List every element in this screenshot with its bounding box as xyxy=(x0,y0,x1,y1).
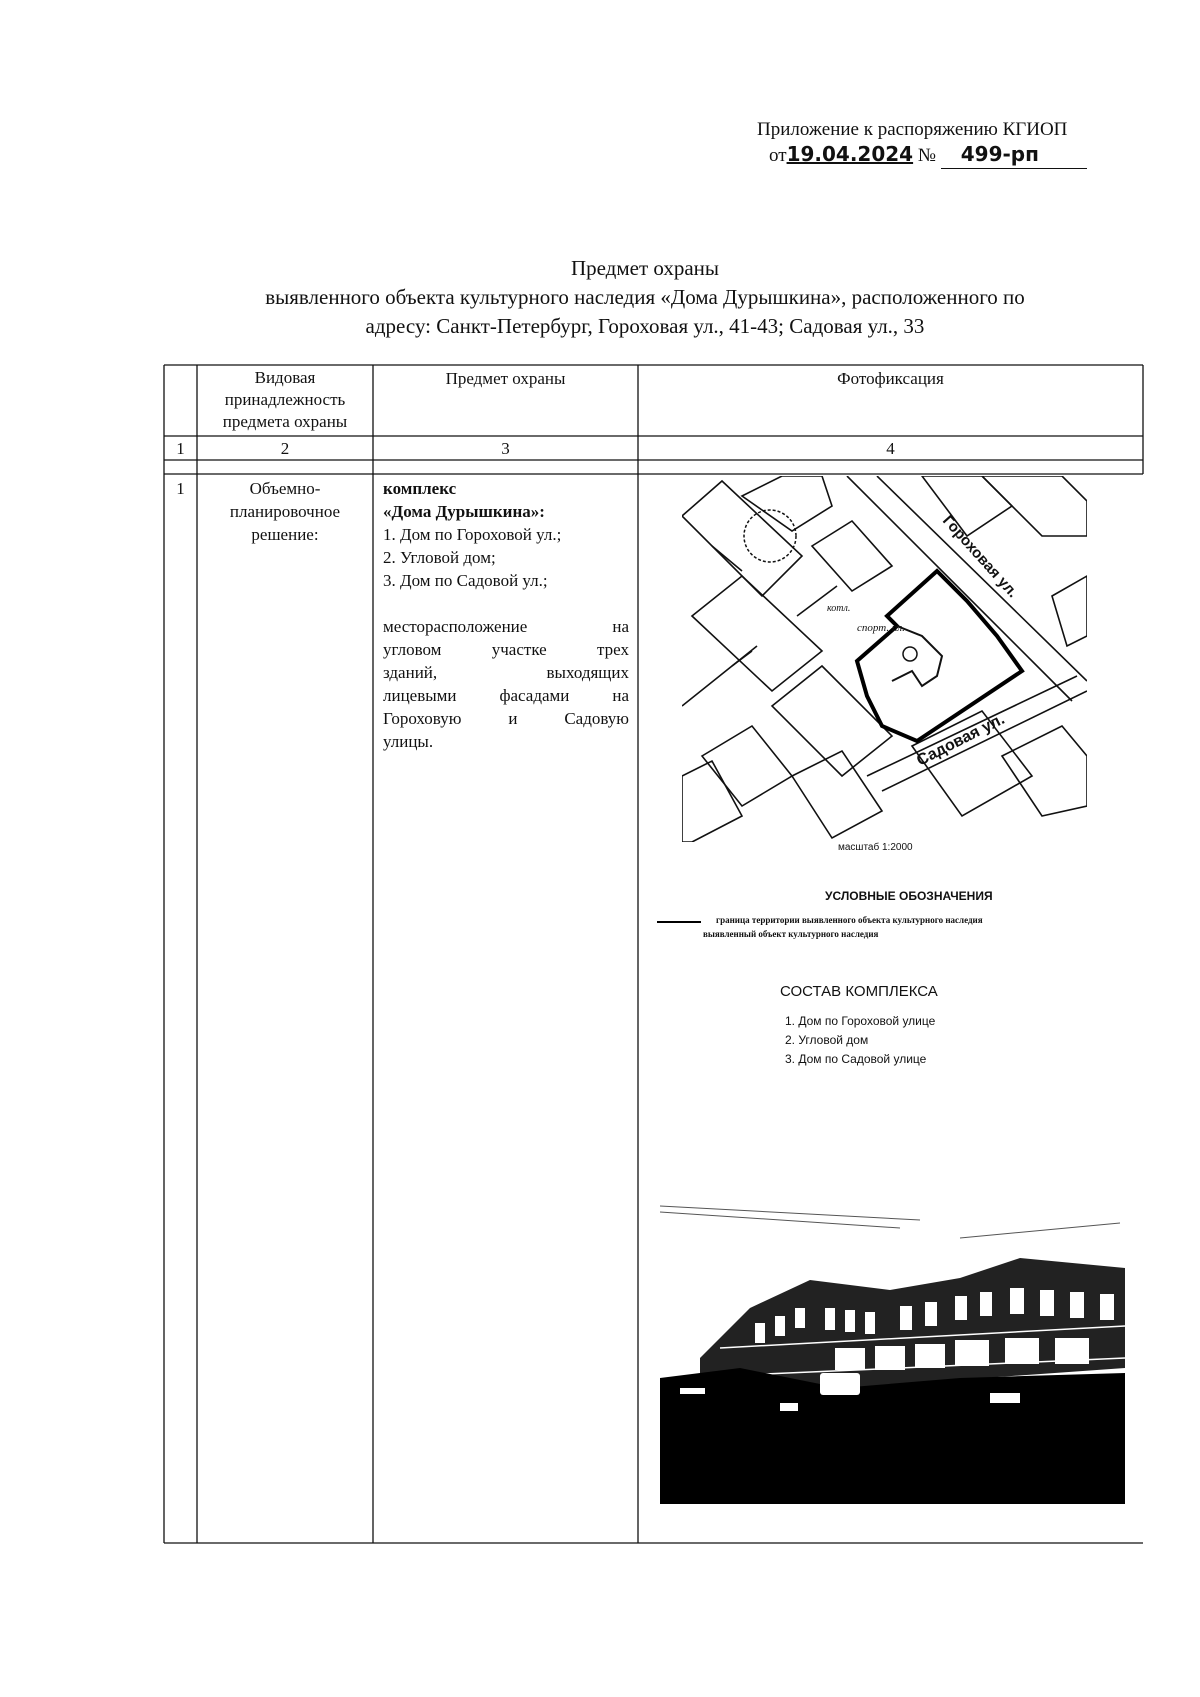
header-number: 499-рп xyxy=(960,142,1039,166)
header-date-line xyxy=(769,142,1137,169)
subject-bold-line1: комплекс xyxy=(383,479,457,498)
header-col2-line2: принадлежность xyxy=(224,390,346,409)
document-title xyxy=(160,254,1130,341)
row1-kind xyxy=(197,477,373,546)
subject-item-2: 2. Угловой дом; xyxy=(383,548,496,567)
composition-list xyxy=(785,1012,935,1069)
header-from-prefix: от xyxy=(769,145,787,166)
legend-title: УСЛОВНЫЕ ОБОЗНАЧЕНИЯ xyxy=(825,889,993,903)
row1-kind-line1: Объемно- xyxy=(249,479,321,498)
map-label-sadovaya: Садовая ул. xyxy=(914,710,1008,770)
col-number-2: 2 xyxy=(280,439,290,458)
header-date: 19.04.2024 xyxy=(786,142,914,166)
map-scale: масштаб 1:2000 xyxy=(838,842,913,853)
row1-subject xyxy=(383,477,629,753)
header-col2 xyxy=(197,367,373,433)
location-line3: зданий, выходящих xyxy=(383,663,629,682)
header-number-underline xyxy=(941,142,1087,169)
composition-item-3: 3. Дом по Садовой улице xyxy=(785,1052,927,1066)
header-col3: Предмет охраны xyxy=(445,369,566,388)
map-label-kotl: котл. xyxy=(827,603,851,614)
row1-kind-line3: решение: xyxy=(251,525,319,544)
location-line5: Гороховую и Садовую xyxy=(383,709,629,728)
composition-item-2: 2. Угловой дом xyxy=(785,1033,869,1047)
legend-line2: выявленный объект культурного наследия xyxy=(703,929,879,939)
subject-item-3: 3. Дом по Садовой ул.; xyxy=(383,571,548,590)
legend-line1: граница территории выявленного объекта культурного наследия xyxy=(716,915,983,925)
row1-number: 1 xyxy=(176,479,185,498)
row1-kind-line2: планировочное xyxy=(229,502,341,521)
col-number-1: 1 xyxy=(176,439,185,458)
location-line2: угловом участке трех xyxy=(383,640,629,659)
map-label-sport: спорт. пл. xyxy=(857,622,905,634)
header-col2-line1: Видовая xyxy=(254,368,316,387)
header-block xyxy=(757,118,1137,169)
composition-item-1: 1. Дом по Гороховой улице xyxy=(785,1014,936,1028)
header-col2-line3: предмета охраны xyxy=(222,412,348,431)
composition-title: СОСТАВ КОМПЛЕКСА xyxy=(780,983,938,1000)
header-number-sign: № xyxy=(917,145,936,166)
col-number-3: 3 xyxy=(501,439,510,458)
map-label-gorokhovaya: Гороховая ул. xyxy=(939,512,1022,602)
subject-bold-line2: «Дома Дурышкина»: xyxy=(383,502,545,521)
legend-line-swatch xyxy=(657,921,701,923)
title-line-3: адресу: Санкт-Петербург, Гороховая ул., 41-43; Садовая ул., 33 xyxy=(365,314,925,338)
header-col4: Фотофиксация xyxy=(837,369,944,388)
location-line4: лицевыми фасадами на xyxy=(383,686,629,705)
site-map xyxy=(682,476,1087,842)
location-line6: улицы. xyxy=(383,732,434,751)
title-line-1: Предмет охраны xyxy=(570,256,720,280)
subject-item-1: 1. Дом по Гороховой ул.; xyxy=(383,525,562,544)
col-number-4: 4 xyxy=(886,439,895,458)
header-annex-line: Приложение к распоряжению КГИОП xyxy=(757,119,1068,140)
title-line-2: выявленного объекта культурного наследия «Дома Дурышкина», расположенного по xyxy=(265,285,1025,309)
location-line1: месторасположение на xyxy=(383,617,629,636)
building-photo xyxy=(660,1198,1125,1504)
